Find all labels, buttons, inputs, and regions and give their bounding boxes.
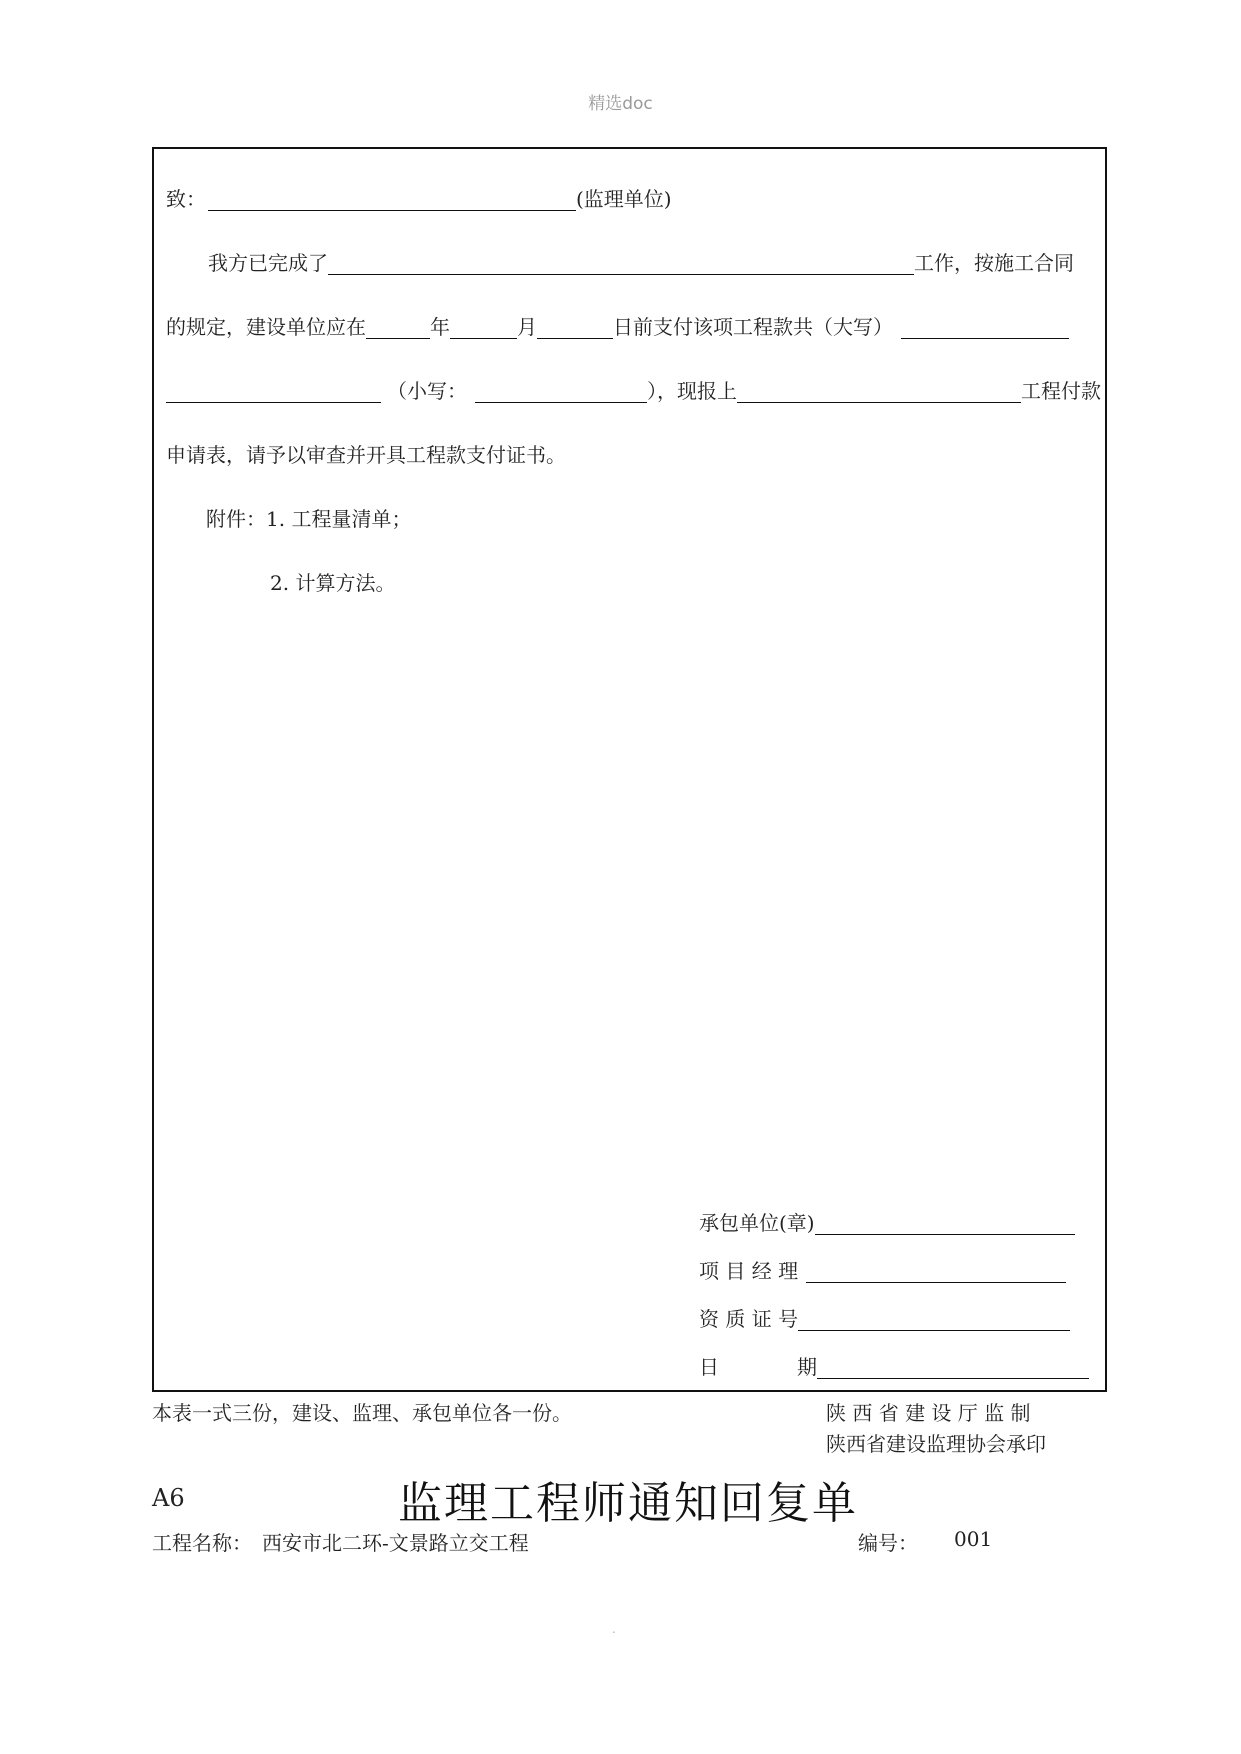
year-label: 年 [430, 315, 450, 339]
attachment-2: 2. 计算方法。 [270, 571, 396, 595]
supervisor-unit-field[interactable] [208, 190, 576, 211]
payment-date-suffix: 日前支付该项工程款共（大写） [613, 315, 893, 339]
attachment-1: 1. 工程量清单； [266, 507, 412, 531]
cert-label: 资 质 证 号 [699, 1307, 799, 1331]
cert-row [699, 1307, 1070, 1331]
to-suffix: (监理单位) [576, 187, 672, 211]
request-line [166, 443, 566, 467]
issuer-line-1: 陕 西 省 建 设 厅 监 制 [826, 1401, 1031, 1425]
request-text: 申请表，请予以审查并开具工程款支付证书。 [166, 443, 566, 467]
work-name-field[interactable] [328, 254, 914, 275]
manager-field[interactable] [806, 1262, 1066, 1283]
payment-application-form [152, 147, 1107, 1392]
manager-row [699, 1259, 1066, 1283]
date-field[interactable] [817, 1358, 1089, 1379]
contractor-label: 承包单位(章) [699, 1211, 815, 1235]
payment-suffix: 工程付款 [1021, 379, 1101, 403]
contractor-row [699, 1211, 1075, 1235]
issuer-line-2: 陕西省建设监理协会承印 [826, 1432, 1046, 1456]
small-write-close: ），现报上 [647, 379, 737, 403]
cert-field[interactable] [798, 1310, 1070, 1331]
page-header-watermark: 精选doc [588, 94, 653, 114]
attachment-line-1 [206, 507, 411, 531]
date-label-b: 期 [797, 1355, 817, 1379]
form-code: A6 [152, 1484, 185, 1512]
small-write-open: （小写： [387, 379, 467, 403]
amount-uppercase-field[interactable] [901, 318, 1069, 339]
completed-prefix: 我方已完成了 [208, 251, 328, 275]
submitted-item-field[interactable] [737, 382, 1021, 403]
page-dot: . [612, 1622, 616, 1636]
completed-work-line [208, 251, 1074, 275]
attachments-label: 附件： [206, 507, 266, 531]
number-value: 001 [954, 1527, 993, 1551]
project-name: 西安市北二环-文景路立交工程 [262, 1531, 529, 1555]
recipient-line [166, 187, 672, 211]
month-field[interactable] [450, 318, 517, 339]
date-row [699, 1355, 1089, 1379]
amount-lowercase-field[interactable] [475, 382, 647, 403]
payment-date-prefix: 的规定，建设单位应在 [166, 315, 366, 339]
contractor-field[interactable] [815, 1214, 1075, 1235]
attachment-line-2 [270, 571, 395, 595]
date-label-a: 日 [699, 1355, 719, 1379]
completed-suffix: 工作，按施工合同 [914, 251, 1074, 275]
amount-uppercase-continued-field[interactable] [166, 382, 381, 403]
day-field[interactable] [537, 318, 613, 339]
form-title: 监理工程师通知回复单 [398, 1478, 858, 1529]
number-label: 编号： [858, 1531, 918, 1555]
copies-note: 本表一式三份，建设、监理、承包单位各一份。 [152, 1401, 572, 1425]
year-field[interactable] [366, 318, 430, 339]
month-label: 月 [517, 315, 537, 339]
manager-label: 项 目 经 理 [699, 1259, 799, 1283]
amount-line [166, 379, 1101, 403]
to-label: 致： [166, 187, 206, 211]
project-label: 工程名称： [152, 1531, 252, 1555]
payment-date-line [166, 315, 1069, 339]
